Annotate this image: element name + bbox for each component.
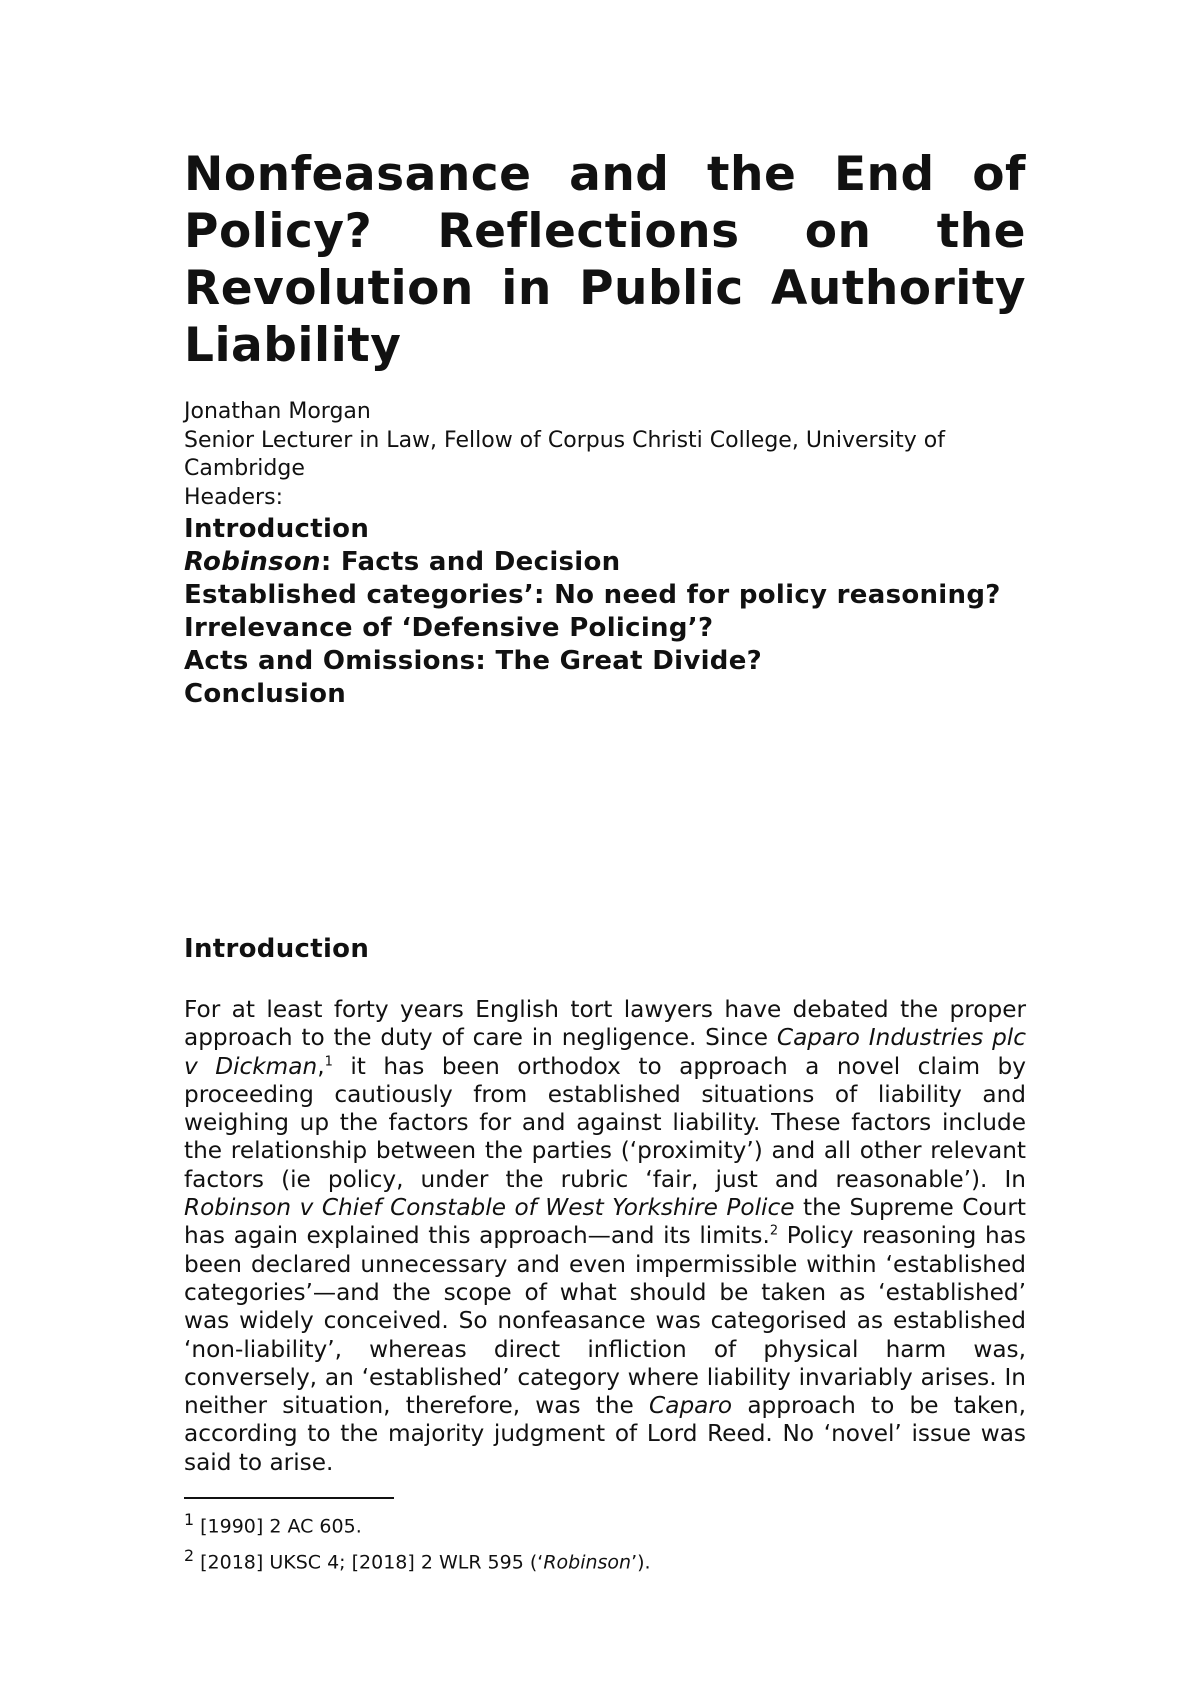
body-paragraph: For at least forty years English tort lawyers have debated the proper approach to the duty of care in negligence. Since Caparo Industries plc v Dickman,$^1$ it has been orthodox to approach a novel claim by proceeding cautiously from established situations of liability and weighing up the factors for and against liability. These factors include the relationship between the parties (‘proximity’) and all other relevant factors (ie policy, under the rubric ‘fair, just and reasonable’). In Robinson v Chief Constable of West Yorkshire Police the Supreme Court has again explained this approach—and its limits.$^2$ Policy reasoning has been declared unnecessary and even impermissible within ‘established categories’—and the scope of what should be taken as ‘established’ was widely conceived. So nonfeasance was categorised as established ‘non-liability’, whereas direct infliction of physical harm was, conversely, an ‘established’ category where liability invariably arises. In neither situation, therefore, was the Caparo approach to be taken, according to the majority judgment of Lord Reed. No ‘novel’ issue was said to arise. — [184, 996, 1027, 1476]
header-item-conclusion: Conclusion — [184, 679, 347, 709]
author-block — [184, 398, 1026, 512]
header-item-established-categories: Established categories’: No need for policy reasoning? — [184, 580, 1001, 610]
paper-title: Nonfeasance and the End of Policy? Reflections on the Revolution in Public Authority Liability — [184, 147, 1026, 373]
headers-list — [184, 513, 1026, 711]
footnote-separator — [184, 1497, 394, 1499]
header-item-defensive-policing: Irrelevance of ‘Defensive Policing’? — [184, 613, 714, 643]
header-item-introduction: Introduction — [184, 514, 370, 544]
case-citation: Robinson v Chief Constable of West Yorkshire Police — [184, 1194, 795, 1222]
header-item-acts-omissions: Acts and Omissions: The Great Divide? — [184, 646, 763, 676]
footnote: $^2$ [2018] UKSC 4; [2018] 2 WLR 595 (‘Robinson’). — [184, 1546, 651, 1574]
case-citation: Caparo — [649, 1392, 733, 1420]
case-citation: Caparo Industries plc v Dickman — [184, 1024, 1026, 1080]
headers-label: Headers: — [184, 484, 283, 510]
footnote-ref[interactable]: 1 — [324, 1053, 333, 1069]
footnotes — [184, 1505, 1026, 1578]
section-heading: Introduction — [184, 934, 370, 964]
footnote-ref[interactable]: 2 — [769, 1223, 779, 1239]
author-position: Senior Lecturer in Law, Fellow of Corpus Christi College, University of Cambridge — [184, 427, 946, 481]
header-item-robinson-facts: Robinson: Facts and Decision — [184, 547, 621, 577]
footnote: $^1$ [1990] 2 AC 605. — [184, 1510, 362, 1538]
author-name: Jonathan Morgan — [184, 399, 371, 424]
